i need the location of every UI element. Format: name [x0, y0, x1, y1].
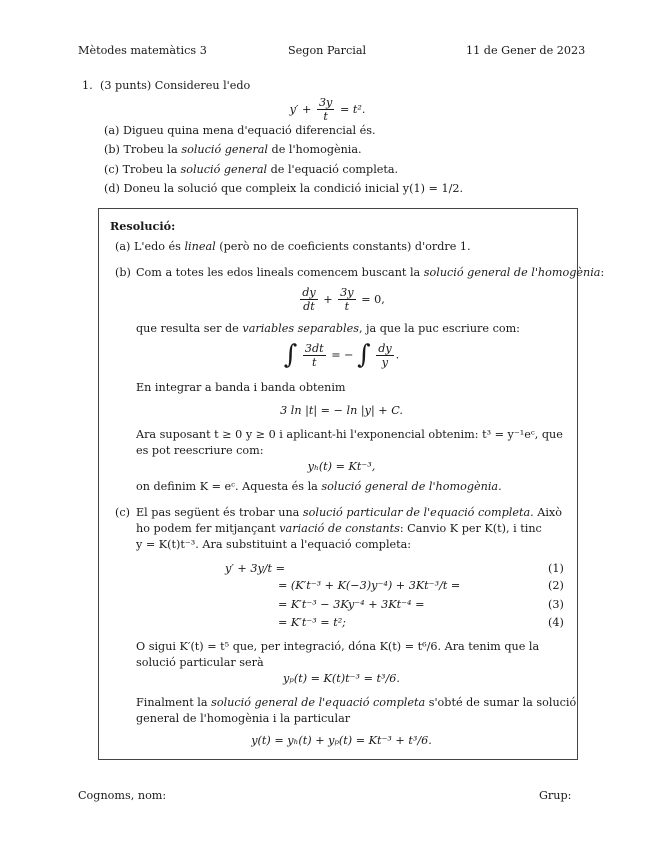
part-b — [104, 143, 362, 156]
fraction-3y-over-t: $\frac{3y}{t}$ — [318, 96, 333, 124]
resolution-b-line3: En integrar a banda i banda obtenim — [136, 381, 346, 394]
resolution-b-line4a: Ara suposant t ≥ 0 y ≥ 0 i aplicant-hi l'exponencial obtenim: t³ = y⁻¹eᶜ, que — [136, 428, 563, 441]
resolution-text: on definim K = eᶜ. Aquesta és la — [136, 480, 318, 493]
resolution-title: Resolució: — [110, 219, 176, 233]
resolution-text: El pas següent és trobar una — [136, 506, 300, 519]
integrated-equation: 3 ln |t| = − ln |y| + C. — [280, 404, 403, 417]
part-label: (a) — [104, 124, 120, 137]
resolution-emphasis: lineal — [184, 240, 216, 253]
equation-step: = K′t⁻³ − 3Ky⁻⁴ + 3Kt⁻⁴ = — [278, 598, 425, 611]
part-text: de l'equació completa. — [270, 163, 399, 176]
general-solution: y(t) = yₕ(t) + yₚ(t) = Kt⁻³ + t³/6. — [251, 734, 432, 747]
fraction-3y-t: $\frac{3y}{t}$ — [340, 286, 354, 314]
equation-number: (1) — [548, 562, 564, 575]
resolution-text: s'obté de sumar la solució — [428, 696, 577, 709]
resolution-text: : — [600, 266, 605, 279]
fraction-dy-y: $\frac{dy}{y}$ — [378, 341, 392, 370]
resolution-text: , ja que la puc escriure com: — [358, 322, 520, 335]
homogeneous-equation: $\frac{dy}{dt}$ + $\frac{3y}{t}$ = 0, — [302, 286, 385, 314]
part-text: Trobeu la — [122, 163, 177, 176]
resolution-emphasis: variació de constants — [279, 522, 400, 535]
ode-rhs: = t². — [339, 102, 366, 116]
resolution-b-line5 — [136, 480, 502, 493]
resolution-text: Com a totes les edos lineals comencem buscant la — [136, 266, 421, 279]
equation-step: = (K′t⁻³ + K(−3)y⁻⁴) + 3Kt⁻³/t = — [278, 579, 461, 592]
equation-number: (4) — [548, 616, 564, 629]
exam-date: 11 de Gener de 2023 — [466, 44, 586, 57]
name-field-label: Cognoms, nom: — [78, 789, 167, 802]
fraction-dy-dt: $\frac{dy}{dt}$ — [302, 286, 316, 314]
resolution-c-label: (c) — [115, 506, 130, 519]
part-text: Trobeu la — [123, 143, 178, 156]
part-label: (c) — [104, 163, 119, 176]
part-d — [104, 182, 463, 195]
equation-lhs: y′ + 3y/t = — [225, 562, 285, 575]
particular-solution: yₚ(t) = K(t)t⁻³ = t³/6. — [283, 672, 400, 685]
resolution-emphasis: variables separables — [242, 322, 359, 335]
resolution-a — [115, 240, 471, 253]
resolution-emphasis: solució general de l'equació completa — [211, 696, 426, 709]
part-a — [104, 124, 376, 137]
part-text: Digueu quina mena d'equació diferencial és. — [122, 124, 376, 137]
resolution-text: L'edo és — [133, 240, 181, 253]
resolution-c-line7: general de l'homogènia i la particular — [136, 712, 351, 725]
resolution-text: Finalment la — [136, 696, 208, 709]
resolution-emphasis: solució general de l'homogènia — [423, 266, 601, 279]
part-text: Doneu la solució que compleix la condició inicial y(1) = 1/2. — [123, 182, 464, 195]
resolution-b-line4b: es pot reescriure com: — [136, 444, 264, 457]
resolution-text: Això — [537, 506, 562, 519]
part-emphasis: solució general — [181, 143, 268, 156]
problem-intro: (3 punts) Considereu l'edo — [100, 79, 251, 92]
equation-step: = K′t⁻³ = t²; — [278, 616, 346, 629]
problem-ode: y′ + $\frac{3y}{t}$ = t². — [289, 96, 366, 124]
resolution-text: (però no de coeficients constants) d'ordre 1. — [219, 240, 471, 253]
part-c — [104, 163, 398, 176]
equation-number: (3) — [548, 598, 564, 611]
problem-number: 1. — [82, 79, 93, 92]
resolution-c-line6 — [136, 696, 576, 709]
course-title: Mètodes matemàtics 3 — [78, 44, 207, 57]
resolution-emphasis: solució particular de l'equació completa. — [302, 506, 534, 519]
part-text: de l'homogènia. — [271, 143, 362, 156]
part-label: (a) — [115, 240, 131, 253]
equation-rhs: = 0, — [361, 292, 385, 306]
resolution-emphasis: solució general de l'homogènia. — [321, 480, 502, 493]
resolution-c-line2 — [136, 522, 542, 535]
homogeneous-solution: yₕ(t) = Kt⁻³, — [307, 460, 376, 473]
part-label: (b) — [104, 143, 120, 156]
resolution-c-line3: y = K(t)t⁻³. Ara substituint a l'equació completa: — [136, 538, 412, 551]
resolution-text: que resulta ser de — [136, 322, 239, 335]
group-field-label: Grup: — [539, 789, 572, 802]
resolution-b-line2 — [136, 322, 520, 335]
equation-number: (2) — [548, 579, 564, 592]
resolution-c-line1 — [136, 506, 562, 519]
part-emphasis: solució general — [180, 163, 268, 176]
fraction-3dt-t: $\frac{3dt}{t}$ — [304, 341, 324, 370]
exam-title: Segon Parcial — [288, 44, 367, 57]
resolution-b-line1 — [136, 266, 604, 279]
resolution-text: ho podem fer mitjançant — [136, 522, 276, 535]
part-label: (d) — [104, 182, 120, 195]
resolution-text: : Canvio K per K(t), i tinc — [399, 522, 542, 535]
separated-integral-equation: ∫ $\frac{3dt}{t}$ = − ∫ $\frac{dy}{y}$ . — [283, 340, 400, 370]
resolution-c-line4: O sigui K′(t) = t⁵ que, per integració, dóna K(t) = t⁶/6. Ara tenim que la — [136, 640, 540, 653]
resolution-b-label: (b) — [115, 266, 131, 279]
resolution-c-line5: solució particular serà — [136, 656, 264, 669]
